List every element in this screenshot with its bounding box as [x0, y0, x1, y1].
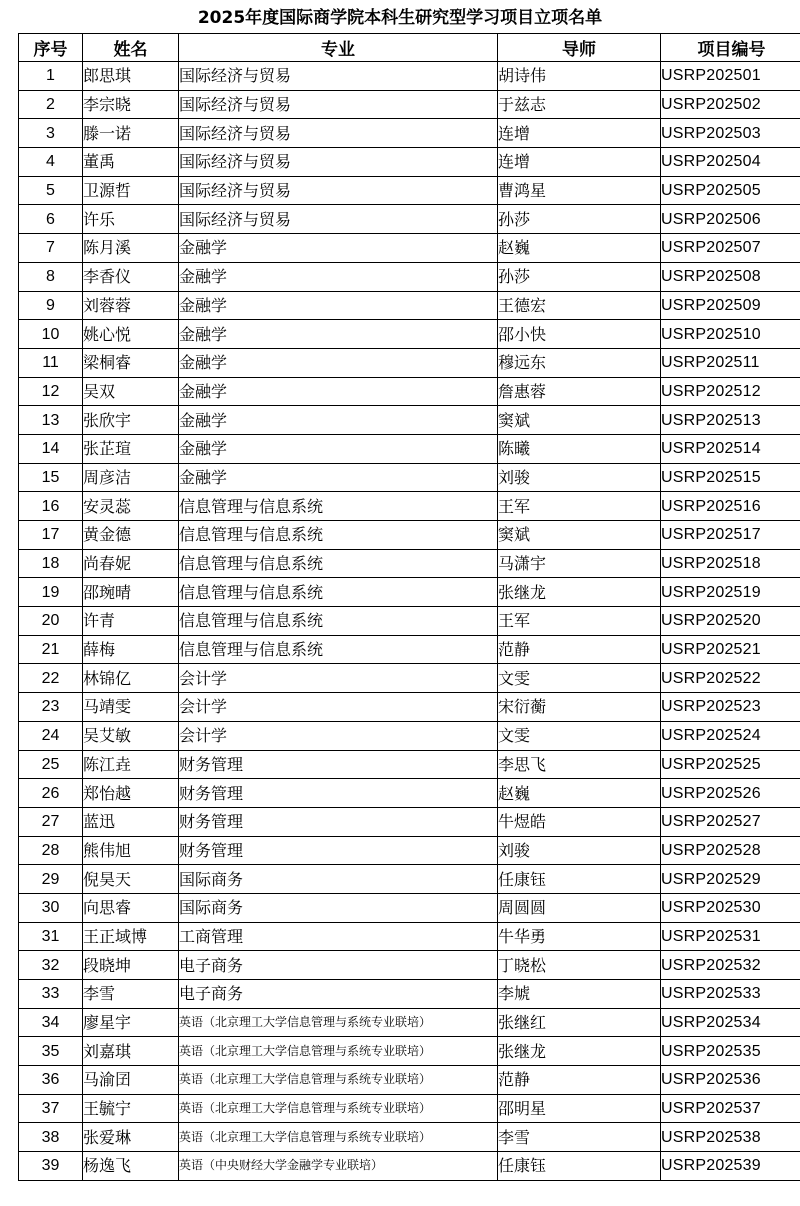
cell-name: 薛梅: [83, 635, 179, 664]
cell-advisor: 牛煜皓: [498, 807, 661, 836]
cell-advisor: 周圆圆: [498, 893, 661, 922]
cell-code: USRP202519: [661, 578, 800, 607]
cell-no: 6: [19, 205, 83, 234]
cell-major: 国际经济与贸易: [179, 62, 498, 91]
cell-advisor: 曹鸿星: [498, 176, 661, 205]
cell-name: 黄金德: [83, 521, 179, 550]
cell-advisor: 邵明星: [498, 1094, 661, 1123]
cell-advisor: 詹惠蓉: [498, 377, 661, 406]
table-row: [19, 1123, 800, 1152]
table-row: [19, 148, 800, 177]
cell-code: USRP202516: [661, 492, 800, 521]
cell-major: 英语（北京理工大学信息管理与系统专业联培）: [179, 1066, 498, 1095]
cell-code: USRP202503: [661, 119, 800, 148]
table-row: [19, 807, 800, 836]
cell-code: USRP202504: [661, 148, 800, 177]
page-title: 2025年度国际商学院本科生研究型学习项目立项名单: [197, 8, 603, 28]
cell-name: 姚心悦: [83, 320, 179, 349]
cell-advisor: 王德宏: [498, 291, 661, 320]
cell-advisor: 范静: [498, 635, 661, 664]
cell-code: USRP202524: [661, 721, 800, 750]
table-body: [19, 62, 800, 1181]
cell-major: 财务管理: [179, 750, 498, 779]
cell-name: 马渝囝: [83, 1066, 179, 1095]
cell-name: 周彦洁: [83, 463, 179, 492]
table-row: [19, 320, 800, 349]
cell-no: 39: [19, 1152, 83, 1181]
table-row: [19, 1094, 800, 1123]
table-row: [19, 262, 800, 291]
table-row: [19, 463, 800, 492]
table-row: [19, 750, 800, 779]
cell-no: 15: [19, 463, 83, 492]
cell-major: 国际经济与贸易: [179, 148, 498, 177]
cell-code: USRP202527: [661, 807, 800, 836]
cell-name: 张欣宇: [83, 406, 179, 435]
cell-major: 国际经济与贸易: [179, 176, 498, 205]
cell-name: 尚春妮: [83, 549, 179, 578]
cell-advisor: 胡诗伟: [498, 62, 661, 91]
cell-name: 郑怡越: [83, 779, 179, 808]
cell-major: 信息管理与信息系统: [179, 607, 498, 636]
cell-name: 王毓宁: [83, 1094, 179, 1123]
cell-advisor: 赵巍: [498, 779, 661, 808]
cell-no: 28: [19, 836, 83, 865]
cell-major: 工商管理: [179, 922, 498, 951]
cell-no: 7: [19, 234, 83, 263]
cell-advisor: 张继龙: [498, 578, 661, 607]
cell-major: 财务管理: [179, 779, 498, 808]
cell-name: 陈江垚: [83, 750, 179, 779]
table-row: [19, 951, 800, 980]
cell-major: 金融学: [179, 406, 498, 435]
cell-code: USRP202539: [661, 1152, 800, 1181]
cell-no: 37: [19, 1094, 83, 1123]
cell-advisor: 邵小快: [498, 320, 661, 349]
cell-major: 会计学: [179, 721, 498, 750]
cell-code: USRP202531: [661, 922, 800, 951]
cell-no: 16: [19, 492, 83, 521]
table-row: [19, 664, 800, 693]
table-row: [19, 406, 800, 435]
cell-no: 4: [19, 148, 83, 177]
cell-code: USRP202535: [661, 1037, 800, 1066]
cell-advisor: 李思飞: [498, 750, 661, 779]
table-row: [19, 377, 800, 406]
cell-code: USRP202536: [661, 1066, 800, 1095]
cell-name: 向思睿: [83, 893, 179, 922]
cell-code: USRP202528: [661, 836, 800, 865]
cell-major: 财务管理: [179, 807, 498, 836]
cell-major: 国际经济与贸易: [179, 119, 498, 148]
table-row: [19, 607, 800, 636]
cell-advisor: 窦斌: [498, 406, 661, 435]
cell-advisor: 文雯: [498, 664, 661, 693]
cell-no: 36: [19, 1066, 83, 1095]
cell-major: 信息管理与信息系统: [179, 521, 498, 550]
cell-advisor: 陈曦: [498, 434, 661, 463]
cell-name: 吴双: [83, 377, 179, 406]
table-row: [19, 578, 800, 607]
cell-code: USRP202534: [661, 1008, 800, 1037]
table-row: [19, 635, 800, 664]
table-row: [19, 721, 800, 750]
cell-major: 金融学: [179, 234, 498, 263]
cell-advisor: 穆远东: [498, 348, 661, 377]
cell-no: 38: [19, 1123, 83, 1152]
table-row: [19, 1008, 800, 1037]
cell-name: 许乐: [83, 205, 179, 234]
cell-code: USRP202533: [661, 980, 800, 1009]
cell-code: USRP202501: [661, 62, 800, 91]
cell-name: 刘蓉蓉: [83, 291, 179, 320]
cell-name: 李雪: [83, 980, 179, 1009]
table-row: [19, 1152, 800, 1181]
cell-no: 11: [19, 348, 83, 377]
cell-no: 22: [19, 664, 83, 693]
cell-no: 13: [19, 406, 83, 435]
cell-name: 邵琬晴: [83, 578, 179, 607]
table-row: [19, 205, 800, 234]
cell-name: 段晓坤: [83, 951, 179, 980]
cell-code: USRP202508: [661, 262, 800, 291]
cell-advisor: 连增: [498, 148, 661, 177]
cell-major: 英语（北京理工大学信息管理与系统专业联培）: [179, 1094, 498, 1123]
cell-code: USRP202521: [661, 635, 800, 664]
header-name: 姓名: [83, 34, 179, 62]
cell-no: 31: [19, 922, 83, 951]
cell-name: 张爱琳: [83, 1123, 179, 1152]
cell-name: 倪昊天: [83, 865, 179, 894]
cell-advisor: 孙莎: [498, 205, 661, 234]
cell-code: USRP202514: [661, 434, 800, 463]
table-row: [19, 693, 800, 722]
cell-code: USRP202506: [661, 205, 800, 234]
cell-name: 梁桐睿: [83, 348, 179, 377]
cell-name: 卫源哲: [83, 176, 179, 205]
cell-code: USRP202529: [661, 865, 800, 894]
cell-name: 杨逸飞: [83, 1152, 179, 1181]
cell-major: 金融学: [179, 320, 498, 349]
cell-no: 33: [19, 980, 83, 1009]
cell-no: 12: [19, 377, 83, 406]
cell-code: USRP202525: [661, 750, 800, 779]
cell-major: 金融学: [179, 377, 498, 406]
header-major: 专业: [179, 34, 498, 62]
cell-advisor: 文雯: [498, 721, 661, 750]
cell-name: 安灵蕊: [83, 492, 179, 521]
project-roster-table: [18, 33, 800, 1181]
cell-name: 吴艾敏: [83, 721, 179, 750]
cell-code: USRP202522: [661, 664, 800, 693]
cell-no: 3: [19, 119, 83, 148]
cell-major: 金融学: [179, 262, 498, 291]
cell-advisor: 王军: [498, 607, 661, 636]
table-row: [19, 119, 800, 148]
cell-name: 滕一诺: [83, 119, 179, 148]
cell-code: USRP202502: [661, 90, 800, 119]
cell-code: USRP202537: [661, 1094, 800, 1123]
cell-name: 许青: [83, 607, 179, 636]
cell-no: 18: [19, 549, 83, 578]
cell-major: 信息管理与信息系统: [179, 635, 498, 664]
cell-code: USRP202513: [661, 406, 800, 435]
cell-no: 10: [19, 320, 83, 349]
cell-name: 李香仪: [83, 262, 179, 291]
cell-no: 30: [19, 893, 83, 922]
cell-code: USRP202512: [661, 377, 800, 406]
cell-no: 25: [19, 750, 83, 779]
cell-no: 24: [19, 721, 83, 750]
table-row: [19, 234, 800, 263]
cell-code: USRP202515: [661, 463, 800, 492]
cell-major: 金融学: [179, 291, 498, 320]
header-code: 项目编号: [661, 34, 800, 62]
cell-advisor: 牛华勇: [498, 922, 661, 951]
table-row: [19, 836, 800, 865]
cell-advisor: 赵巍: [498, 234, 661, 263]
cell-name: 陈月溪: [83, 234, 179, 263]
cell-major: 国际经济与贸易: [179, 90, 498, 119]
cell-name: 马靖雯: [83, 693, 179, 722]
cell-name: 李宗晓: [83, 90, 179, 119]
table-row: [19, 865, 800, 894]
cell-code: USRP202532: [661, 951, 800, 980]
cell-name: 廖星宇: [83, 1008, 179, 1037]
cell-code: USRP202507: [661, 234, 800, 263]
table-row: [19, 980, 800, 1009]
cell-no: 19: [19, 578, 83, 607]
cell-no: 8: [19, 262, 83, 291]
cell-no: 21: [19, 635, 83, 664]
cell-name: 熊伟旭: [83, 836, 179, 865]
cell-no: 27: [19, 807, 83, 836]
table-row: [19, 549, 800, 578]
cell-no: 32: [19, 951, 83, 980]
table-row: [19, 922, 800, 951]
cell-no: 1: [19, 62, 83, 91]
cell-no: 29: [19, 865, 83, 894]
cell-code: USRP202509: [661, 291, 800, 320]
cell-code: USRP202523: [661, 693, 800, 722]
cell-major: 会计学: [179, 693, 498, 722]
table-row: [19, 291, 800, 320]
cell-name: 张芷瑄: [83, 434, 179, 463]
header-advisor: 导师: [498, 34, 661, 62]
cell-major: 英语（北京理工大学信息管理与系统专业联培）: [179, 1123, 498, 1152]
cell-advisor: 连增: [498, 119, 661, 148]
cell-advisor: 于兹志: [498, 90, 661, 119]
cell-no: 35: [19, 1037, 83, 1066]
table-row: [19, 176, 800, 205]
cell-code: USRP202520: [661, 607, 800, 636]
cell-advisor: 窦斌: [498, 521, 661, 550]
cell-advisor: 李雪: [498, 1123, 661, 1152]
table-row: [19, 1037, 800, 1066]
cell-no: 34: [19, 1008, 83, 1037]
cell-no: 26: [19, 779, 83, 808]
table-row: [19, 90, 800, 119]
cell-major: 国际商务: [179, 865, 498, 894]
cell-advisor: 任康钰: [498, 1152, 661, 1181]
cell-code: USRP202530: [661, 893, 800, 922]
cell-no: 17: [19, 521, 83, 550]
cell-major: 英语（北京理工大学信息管理与系统专业联培）: [179, 1008, 498, 1037]
cell-advisor: 王军: [498, 492, 661, 521]
cell-advisor: 刘骏: [498, 836, 661, 865]
cell-major: 信息管理与信息系统: [179, 549, 498, 578]
cell-advisor: 张继龙: [498, 1037, 661, 1066]
cell-major: 信息管理与信息系统: [179, 578, 498, 607]
cell-major: 信息管理与信息系统: [179, 492, 498, 521]
table-header-row: [19, 34, 800, 62]
table-row: [19, 521, 800, 550]
cell-name: 郎思琪: [83, 62, 179, 91]
table-row: [19, 492, 800, 521]
cell-name: 董禹: [83, 148, 179, 177]
cell-major: 国际经济与贸易: [179, 205, 498, 234]
cell-advisor: 张继红: [498, 1008, 661, 1037]
table-row: [19, 1066, 800, 1095]
cell-no: 5: [19, 176, 83, 205]
cell-advisor: 马潇宇: [498, 549, 661, 578]
cell-no: 9: [19, 291, 83, 320]
cell-no: 14: [19, 434, 83, 463]
cell-no: 2: [19, 90, 83, 119]
cell-name: 刘嘉琪: [83, 1037, 179, 1066]
cell-name: 王正域博: [83, 922, 179, 951]
cell-code: USRP202510: [661, 320, 800, 349]
cell-code: USRP202517: [661, 521, 800, 550]
cell-code: USRP202511: [661, 348, 800, 377]
cell-major: 金融学: [179, 348, 498, 377]
cell-major: 财务管理: [179, 836, 498, 865]
cell-advisor: 宋衍蘅: [498, 693, 661, 722]
cell-advisor: 范静: [498, 1066, 661, 1095]
table-row: [19, 779, 800, 808]
header-no: 序号: [19, 34, 83, 62]
cell-code: USRP202518: [661, 549, 800, 578]
table-row: [19, 348, 800, 377]
cell-major: 英语（中央财经大学金融学专业联培）: [179, 1152, 498, 1181]
cell-major: 国际商务: [179, 893, 498, 922]
cell-code: USRP202538: [661, 1123, 800, 1152]
cell-advisor: 丁晓松: [498, 951, 661, 980]
table-row: [19, 62, 800, 91]
cell-advisor: 刘骏: [498, 463, 661, 492]
table-row: [19, 434, 800, 463]
cell-major: 会计学: [179, 664, 498, 693]
cell-name: 林锦亿: [83, 664, 179, 693]
cell-major: 金融学: [179, 434, 498, 463]
cell-major: 金融学: [179, 463, 498, 492]
cell-major: 电子商务: [179, 951, 498, 980]
cell-major: 英语（北京理工大学信息管理与系统专业联培）: [179, 1037, 498, 1066]
table-row: [19, 893, 800, 922]
cell-no: 20: [19, 607, 83, 636]
cell-code: USRP202526: [661, 779, 800, 808]
cell-advisor: 孙莎: [498, 262, 661, 291]
cell-advisor: 任康钰: [498, 865, 661, 894]
cell-name: 蓝迅: [83, 807, 179, 836]
cell-code: USRP202505: [661, 176, 800, 205]
cell-advisor: 李虓: [498, 980, 661, 1009]
cell-no: 23: [19, 693, 83, 722]
cell-major: 电子商务: [179, 980, 498, 1009]
